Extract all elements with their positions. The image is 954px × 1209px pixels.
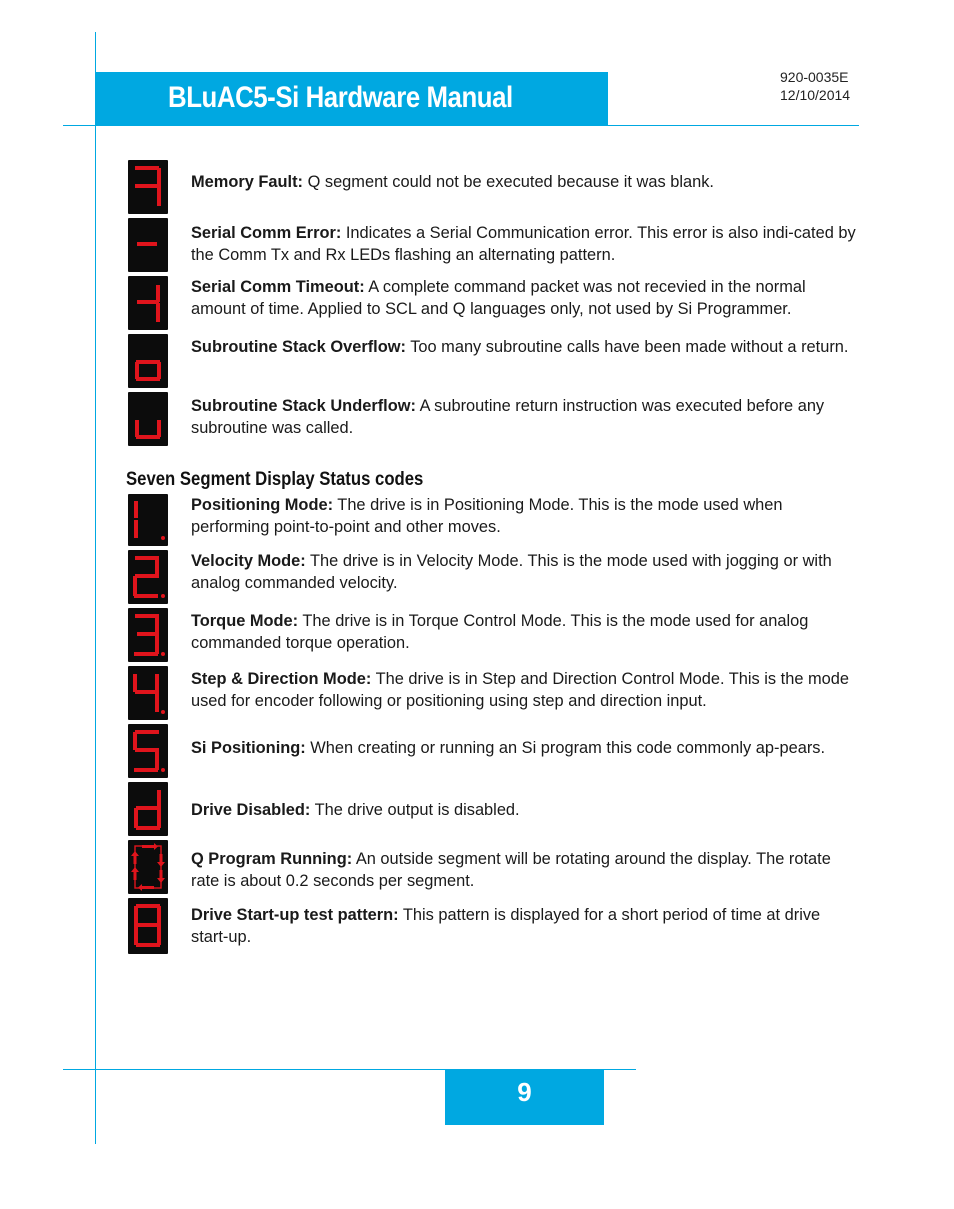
section-heading: Seven Segment Display Status codes	[126, 469, 424, 490]
seven-segment-icon	[128, 550, 168, 604]
code-label: Drive Disabled:	[191, 801, 311, 819]
code-text: When creating or running an Si program this code commonly ap-pears.	[305, 739, 826, 757]
fault-description	[191, 336, 859, 358]
code-label: Positioning Mode:	[191, 496, 334, 514]
document-title: BLuAC5-Si Hardware Manual	[168, 81, 513, 114]
seven-segment-icon	[128, 218, 168, 272]
code-label: Serial Comm Timeout:	[191, 278, 365, 296]
code-label: Subroutine Stack Underflow:	[191, 397, 416, 415]
code-text: An outside segment will be rotating around the display. The rotate rate is about 0.2 seconds per segment.	[191, 850, 831, 890]
document-info	[780, 68, 850, 104]
seven-segment-icon	[128, 724, 168, 778]
fault-description	[191, 222, 859, 266]
status-description	[191, 799, 859, 821]
code-label: Subroutine Stack Overflow:	[191, 338, 406, 356]
code-text: Q segment could not be executed because it was blank.	[303, 173, 714, 191]
margin-vertical-rule	[95, 32, 96, 1144]
code-label: Serial Comm Error:	[191, 224, 342, 242]
page-number: 9	[517, 1077, 532, 1107]
code-label: Memory Fault:	[191, 173, 304, 191]
code-text: The drive output is disabled.	[310, 801, 520, 819]
seven-segment-icon	[128, 782, 168, 836]
title-bar	[96, 72, 608, 125]
code-text: The drive is in Positioning Mode. This is the mode used when performing point-to-point and other moves.	[191, 496, 783, 536]
code-label: Step & Direction Mode:	[191, 670, 372, 688]
code-label: Si Positioning:	[191, 739, 306, 757]
seven-segment-icon	[128, 840, 168, 894]
seven-segment-icon	[128, 160, 168, 214]
code-text: Indicates a Serial Communication error. This error is also indi-cated by the Comm Tx and Rx LEDs flashing an alternating pattern.	[191, 224, 856, 264]
code-label: Velocity Mode:	[191, 552, 306, 570]
code-text: This pattern is displayed for a short period of time at drive start-up.	[191, 906, 821, 946]
status-description	[191, 494, 859, 538]
document-number: 920-0035E	[780, 69, 849, 85]
document-date: 12/10/2014	[780, 87, 851, 103]
seven-segment-icon	[128, 666, 168, 720]
code-text: The drive is in Torque Control Mode. This is the mode used for analog commanded torque operation.	[191, 612, 809, 652]
status-description	[191, 668, 859, 712]
fault-description	[191, 276, 859, 320]
fault-description	[191, 171, 859, 193]
page-number-box	[445, 1070, 604, 1125]
status-description	[191, 610, 859, 654]
code-text: The drive is in Velocity Mode. This is the mode used with jogging or with analog commanded velocity.	[191, 552, 832, 592]
seven-segment-icon	[128, 608, 168, 662]
code-text: A complete command packet was not recevied in the normal amount of time. Applied to SCL and Q languages only, not used by Si Programmer.	[191, 278, 806, 318]
code-label: Torque Mode:	[191, 612, 299, 630]
seven-segment-icon	[128, 494, 168, 546]
code-label: Drive Start-up test pattern:	[191, 906, 399, 924]
seven-segment-icon	[128, 898, 168, 954]
code-label: Q Program Running:	[191, 850, 353, 868]
code-text: Too many subroutine calls have been made without a return.	[405, 338, 849, 356]
status-description	[191, 550, 859, 594]
seven-segment-icon	[128, 276, 168, 330]
seven-segment-icon	[128, 392, 168, 446]
seven-segment-icon	[128, 334, 168, 388]
fault-description	[191, 395, 859, 439]
status-description	[191, 848, 859, 892]
code-text: A subroutine return instruction was executed before any subroutine was called.	[191, 397, 825, 437]
header-rule	[63, 125, 859, 126]
status-description	[191, 737, 859, 759]
code-text: The drive is in Step and Direction Control Mode. This is the mode used for encoder following or positioning using step and direction input.	[191, 670, 850, 710]
status-description	[191, 904, 859, 948]
